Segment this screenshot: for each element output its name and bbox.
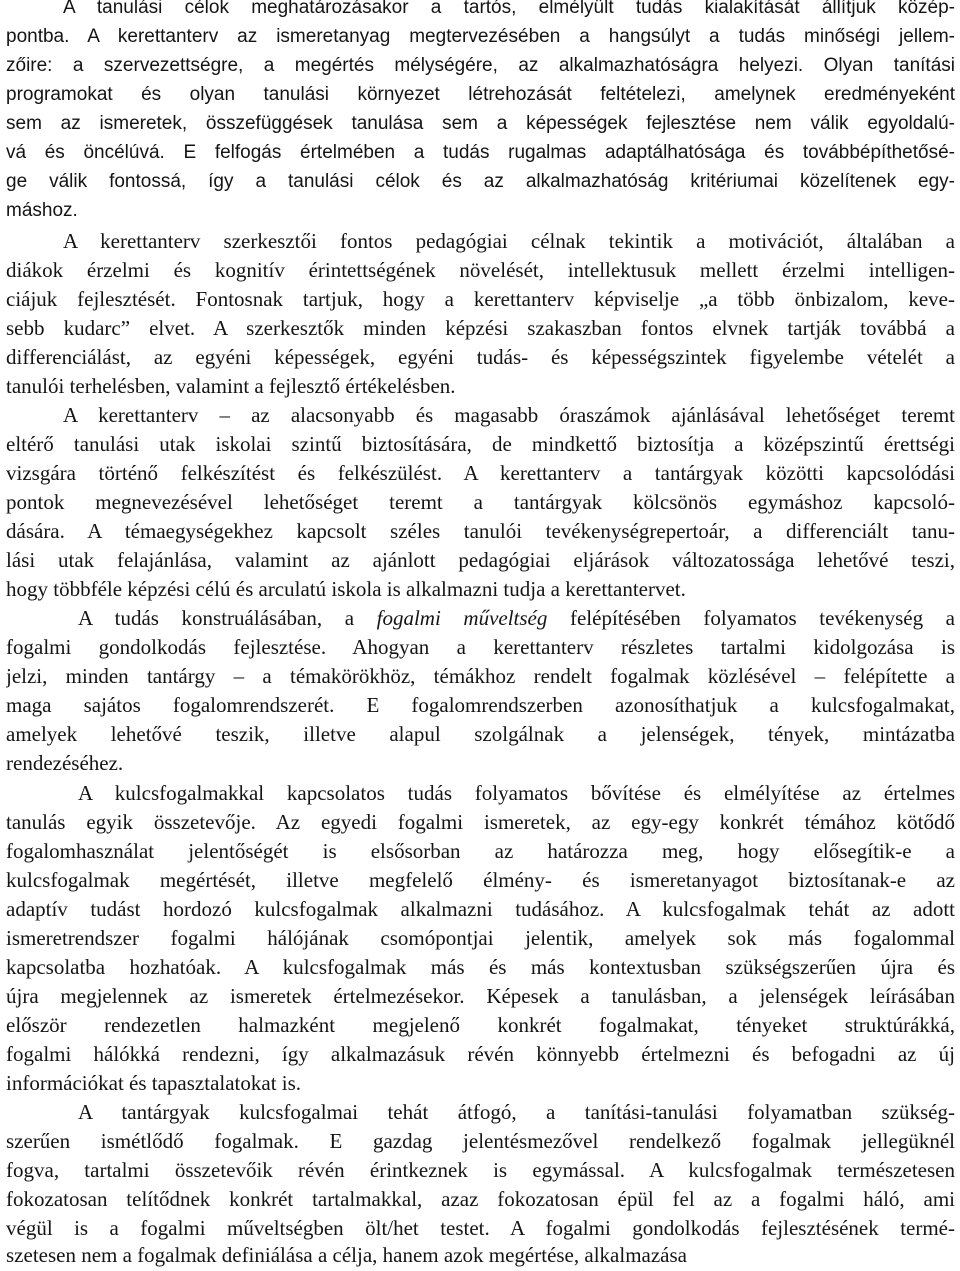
text-span: dására. A témaegységekhez kapcsolt széles tanulói tevékenységrepertoár, a differenciált tanu- xyxy=(6,519,955,543)
text-line xyxy=(6,662,955,692)
text-span: A tantárgyak kulcsfogalmai tehát átfogó, a tanítási-tanulási folyamatban szükség- xyxy=(78,1100,955,1124)
text-line xyxy=(6,256,955,286)
text-span: felépítésében folyamatos tevékenység a xyxy=(547,606,955,630)
text-line xyxy=(6,837,955,867)
text-line xyxy=(6,749,955,779)
text-line xyxy=(6,372,955,402)
italic-term: fogalmi műveltség xyxy=(376,606,548,630)
text-line xyxy=(6,343,955,373)
text-line xyxy=(6,924,955,954)
text-span: fogalomhasználat jelentőségét is elsősorban az határozza meg, hogy elősegítik-e a xyxy=(6,839,955,863)
text-line xyxy=(6,1185,955,1215)
text-line xyxy=(6,1156,955,1186)
text-line xyxy=(6,691,955,721)
text-line xyxy=(6,459,955,489)
text-line xyxy=(6,488,955,518)
text-line xyxy=(6,1040,955,1070)
text-span: sebb kudarc” elvet. A szerkesztők minden képzési szakaszban fontos elvnek tartják továbbá a xyxy=(6,316,955,340)
text-line xyxy=(6,1241,955,1271)
text-span: ismeretrendszer fogalmi hálójának csomópontjai jelentik, amelyek sok más fogalommal xyxy=(6,926,955,950)
text-span: szetesen nem a fogalmak definiálása a célja, hanem azok megértése, alkalmazása xyxy=(6,1243,687,1267)
text-line xyxy=(6,575,955,605)
text-span: hogy többféle képzési célú és arculatú iskola is alkalmazni tudja a kerettantervet. xyxy=(6,577,686,601)
text-line xyxy=(6,953,955,983)
text-line xyxy=(6,227,955,257)
text-line xyxy=(6,866,955,896)
text-span: ciájuk fejlesztését. Fontosnak tartjuk, hogy a kerettanterv képviselje „a több önbizalom, keve- xyxy=(6,287,955,311)
text-span: rendezéséhez. xyxy=(6,751,124,775)
text-span: programokat és olyan tanulási környezet létrehozását feltételezi, amelynek eredményeként xyxy=(6,84,955,105)
text-span: tanulói terhelésben, valamint a fejlesztő értékelésben. xyxy=(6,374,456,398)
text-span: végül is a fogalmi műveltségben ölt/het testet. A fogalmi gondolkodás fejlesztésének termé- xyxy=(6,1216,955,1240)
text-span: adaptív tudást hordozó kulcsfogalmak alkalmazni tudásához. A kulcsfogalmak tehát az adott xyxy=(6,897,955,921)
text-line xyxy=(6,110,955,140)
text-span: sem az ismeretek, összefüggések tanulása sem a képességek fejlesztése nem válik egyoldalú- xyxy=(6,113,955,134)
text-span: máshoz. xyxy=(6,200,78,221)
text-span: kapcsolatba hozhatóak. A kulcsfogalmak más és más kontextusban szükségszerűen újra és xyxy=(6,955,955,979)
text-line xyxy=(6,0,955,24)
text-line xyxy=(6,982,955,1012)
text-span: pontba. A kerettanterv az ismeretanyag megtervezésében a hangsúlyt a tudás minőségi jellem- xyxy=(6,26,955,47)
text-span: differenciálást, az egyéni képességek, egyéni tudás- és képességszintek figyelembe vételét a xyxy=(6,345,955,369)
text-span: pontok megnevezésével lehetőséget teremt a tantárgyak kölcsönös egymáshoz kapcsoló- xyxy=(6,490,955,514)
text-line xyxy=(6,139,955,169)
text-span: amelyek lehetővé teszik, illetve alapul szolgálnak a jelenségek, tények, mintázatba xyxy=(6,722,955,746)
text-line xyxy=(6,633,955,663)
text-line xyxy=(6,401,955,431)
text-line xyxy=(6,314,955,344)
text-line xyxy=(6,720,955,750)
text-line xyxy=(6,604,955,634)
text-line xyxy=(6,517,955,547)
text-span: A tudás konstruálásában, a xyxy=(78,606,377,630)
text-span: szerűen ismétlődő fogalmak. E gazdag jelentésmezővel rendelkező fogalmak jellegüknél xyxy=(6,1129,955,1153)
text-span: lási utak felajánlása, valamint az ajánlott pedagógiai eljárások változatossága lehetővé teszi, xyxy=(6,548,955,572)
text-span: fogalmi gondolkodás fejlesztése. Ahogyan a kerettanterv részletes tartalmi kidolgozása is xyxy=(6,635,955,659)
text-line xyxy=(6,808,955,838)
text-line xyxy=(6,52,955,82)
text-span: kulcsfogalmak megértését, illetve megfelelő élmény- és ismeretanyagot biztosítanak-e az xyxy=(6,868,955,892)
text-span: A kulcsfogalmakkal kapcsolatos tudás folyamatos bővítése és elmélyítése az értelmes xyxy=(78,781,955,805)
text-span: A kerettanterv – az alacsonyabb és magasabb óraszámok ajánlásával lehetőséget teremt xyxy=(63,403,955,427)
text-line xyxy=(6,1214,955,1244)
text-span: újra megjelennek az ismeretek értelmezésekor. Képesek a tanulásban, a jelenségek leírásában xyxy=(6,984,955,1008)
text-span: fogva, tartalmi összetevőik révén érintkeznek is egymással. A kulcsfogalmak természetesen xyxy=(6,1158,955,1182)
text-span: jelzi, minden tantárgy – a témakörökhöz, témákhoz rendelt fogalmak közlésével – felépítette a xyxy=(6,664,955,688)
text-span: A kerettanterv szerkesztői fontos pedagógiai célnak tekintik a motivációt, általában a xyxy=(63,229,955,253)
text-line xyxy=(6,895,955,925)
text-line xyxy=(6,1098,955,1128)
text-line xyxy=(6,430,955,460)
text-line xyxy=(6,23,955,53)
text-line xyxy=(6,779,955,809)
text-line xyxy=(6,168,955,198)
text-span: A tanulási célok meghatározásakor a tartós, elmélyült tudás kialakítását állítjuk közép- xyxy=(63,0,955,18)
text-span: először rendezetlen halmazként megjelenő konkrét fogalmakat, tényeket struktúrákká, xyxy=(6,1013,955,1037)
text-span: maga sajátos fogalomrendszerét. E fogalomrendszerben azonosíthatjuk a kulcsfogalmakat, xyxy=(6,693,955,717)
text-span: tanulás egyik összetevője. Az egyedi fogalmi ismeretek, az egy-egy konkrét témához kötődő xyxy=(6,810,955,834)
text-span: információkat és tapasztalatokat is. xyxy=(6,1071,302,1095)
text-line xyxy=(6,546,955,576)
text-span: ge válik fontossá, így a tanulási célok és az alkalmazhatóság kritériumai közelítenek egy- xyxy=(6,171,955,192)
text-line xyxy=(6,81,955,111)
text-span: diákok érzelmi és kognitív érintettségének növelését, intellektusuk mellett érzelmi intelligen- xyxy=(6,258,955,282)
text-line xyxy=(6,197,955,227)
text-span: vizsgára történő felkészítést és felkészülést. A kerettanterv a tantárgyak közötti kapcsolódási xyxy=(6,461,955,485)
text-span: zőire: a szervezettségre, a megértés mélységére, az alkalmazhatóságra helyezi. Olyan tanítási xyxy=(6,55,955,76)
text-span: eltérő tanulási utak iskolai szintű biztosítására, de mindkettő biztosítja a középszintű érettségi xyxy=(6,432,955,456)
text-line xyxy=(6,1127,955,1157)
text-line xyxy=(6,1011,955,1041)
text-span: fokozatosan telítődnek konkrét tartalmakkal, azaz fokozatosan épül fel az a fogalmi háló, ami xyxy=(6,1187,955,1211)
text-line xyxy=(6,1069,955,1099)
text-line xyxy=(6,285,955,315)
text-span: vá és öncélúvá. E felfogás értelmében a tudás rugalmas adaptálhatósága és továbbépíthetősé- xyxy=(6,142,955,163)
text-span: fogalmi hálókká rendezni, így alkalmazásuk révén könnyebb értelmezni és befogadni az új xyxy=(6,1042,955,1066)
